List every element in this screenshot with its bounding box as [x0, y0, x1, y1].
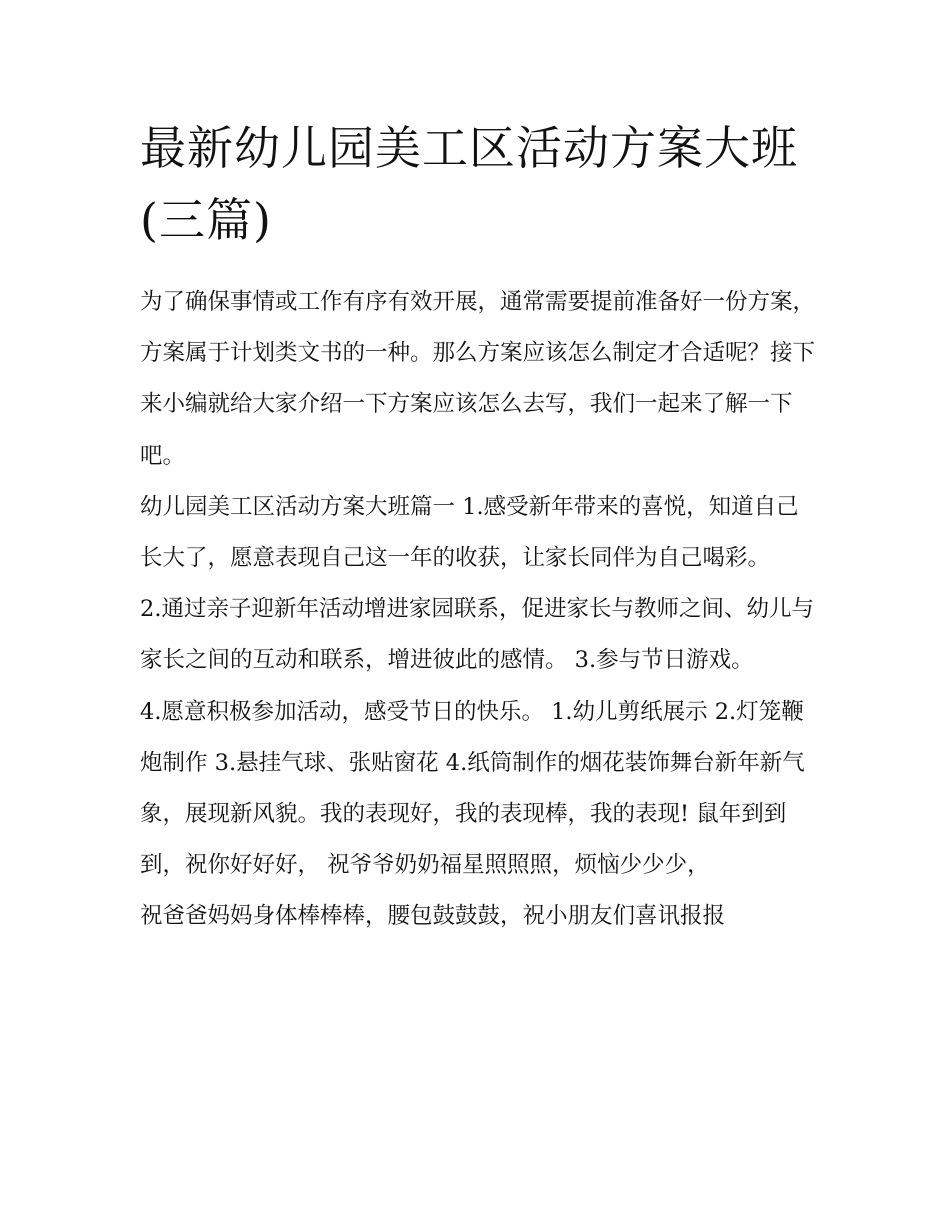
paragraph-intro: 为了确保事情或工作有序有效开展，通常需要提前准备好一份方案，方案属于计划类文书的一种。那么方案应该怎么制定才合适呢？接下来小编就给大家介绍一下方案应该怎么去写，我们一起来了解一下吧。 [140, 289, 816, 469]
document-title: 最新幼儿园美工区活动方案大班(三篇) [140, 121, 798, 247]
paragraph-wishes: 祝爸爸妈妈身体棒棒棒，腰包鼓鼓鼓，祝小朋友们喜讯报报 [140, 903, 726, 930]
paragraph-goal-4-activities: 4.愿意积极参加活动，感受节日的快乐。 1.幼儿剪纸展示 2.灯笼鞭炮制作 3.悬挂气球、张贴窗花 4.纸筒制作的烟花装饰舞台新年新气象，展现新风貌。我的表现好，我的表现棒，我的表现! 鼠年到到到，祝你好好好， 祝爷爷奶奶福星照照照，烦恼少少少， [140, 698, 805, 879]
paragraph-goal-1: 幼儿园美工区活动方案大班篇一 1.感受新年带来的喜悦，知道自己长大了，愿意表现自己这一年的收获，让家长同伴为自己喝彩。 [140, 493, 799, 572]
paragraph-goal-2-3: 2.通过亲子迎新年活动增进家园联系，促进家长与教师之间、幼儿与家长之间的互动和联系，增进彼此的感情。 3.参与节日游戏。 [140, 596, 814, 674]
document-body [140, 277, 820, 943]
